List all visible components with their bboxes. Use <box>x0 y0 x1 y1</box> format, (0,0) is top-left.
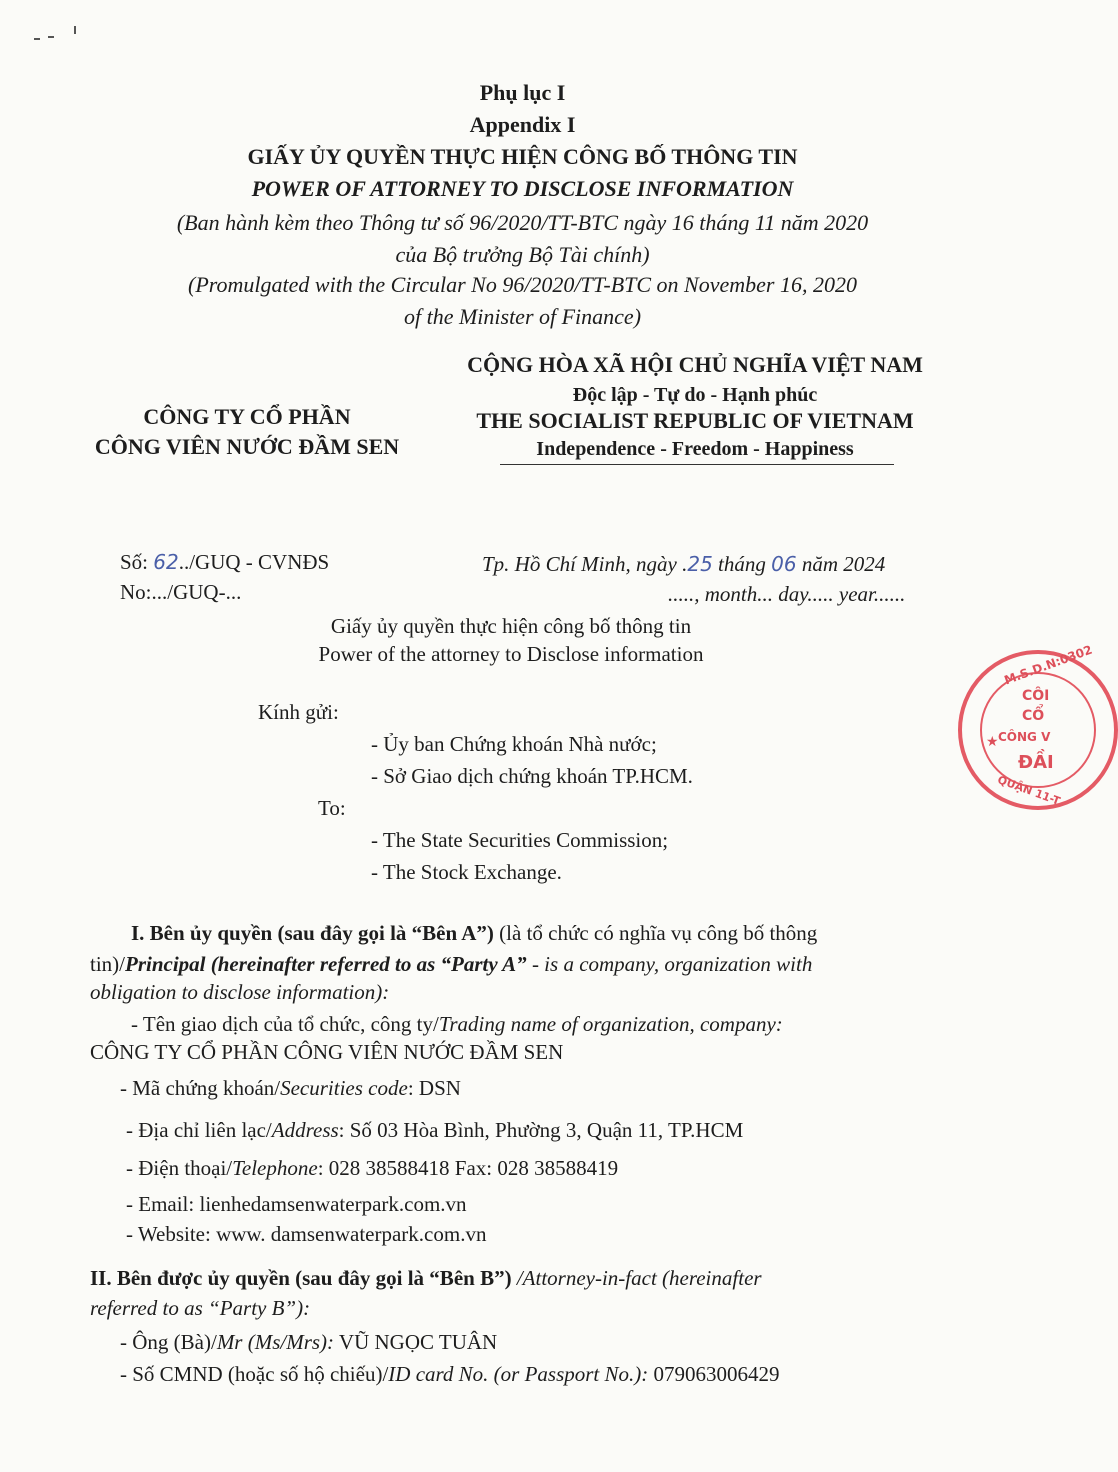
section-i-heading-line3: obligation to disclose information): <box>90 980 390 1004</box>
circular-note-en-2: of the Minister of Finance) <box>403 304 642 329</box>
address: - Địa chỉ liên lạc/Address: Số 03 Hòa Bình, Phường 3, Quận 11, TP.HCM <box>126 1118 744 1142</box>
subtitle-en: Power of the attorney to Disclose information <box>318 642 704 666</box>
nation-motto-en: Independence - Freedom - Happiness <box>536 438 854 460</box>
handwritten-day: 25 <box>687 552 713 576</box>
section-ii-heading-line2: referred to as “Party B”): <box>90 1296 311 1320</box>
circular-note-vn: (Ban hành kèm theo Thông tư số 96/2020/TT-BTC ngày 16 tháng 11 năm 2020 <box>176 210 869 235</box>
reference-number-en: No:.../GUQ-... <box>120 580 242 604</box>
email: - Email: lienhedamsenwaterpark.com.vn <box>126 1192 467 1216</box>
recipient-ssc-vn: - Ủy ban Chứng khoán Nhà nước; <box>371 732 657 756</box>
to-label: To: <box>318 796 346 820</box>
company-seal: M.S.D.N:0302 CÔI CỔ CÔNG V ★ ĐẦI QUẬN 11-T <box>958 650 1118 810</box>
motto-underline <box>500 464 894 465</box>
attorney-id-number: - Số CMND (hoặc số hộ chiếu)/ID card No. (or Passport No.): 079063006429 <box>120 1362 780 1386</box>
scan-speck <box>74 26 76 34</box>
trading-name-value: CÔNG TY CỔ PHẦN CÔNG VIÊN NƯỚC ĐẦM SEN <box>90 1040 564 1064</box>
securities-code: - Mã chứng khoán/Securities code: DSN <box>120 1076 461 1100</box>
company-name-line2: CÔNG VIÊN NƯỚC ĐẦM SEN <box>94 434 400 459</box>
recipient-ssc-en: - The State Securities Commission; <box>371 828 669 852</box>
date-line-en: ....., month... day..... year...... <box>668 582 906 606</box>
trading-name-label: - Tên giao dịch của tổ chức, công ty/Trading name of organization, company: <box>131 1012 783 1036</box>
circular-note-en: (Promulgated with the Circular No 96/2020/TT-BTC on November 16, 2020 <box>188 272 857 297</box>
subtitle-vn: Giấy ủy quyền thực hiện công bố thông tin <box>330 614 692 638</box>
nation-motto-vn: Độc lập - Tự do - Hạnh phúc <box>572 384 818 406</box>
document-title-en: POWER OF ATTORNEY TO DISCLOSE INFORMATION <box>251 176 794 201</box>
kinh-gui-label: Kính gửi: <box>258 700 339 724</box>
document-title-vn: GIẤY ỦY QUYỀN THỰC HIỆN CÔNG BỐ THÔNG TIN <box>247 144 798 169</box>
recipient-exchange-en: - The Stock Exchange. <box>371 860 562 884</box>
handwritten-number: 62 <box>153 550 179 574</box>
section-i-heading-line2: tin)/Principal (hereinafter referred to as “Party A” - is a company, organization with <box>90 952 813 976</box>
nation-name-vn: CỘNG HÒA XÃ HỘI CHỦ NGHĨA VIỆT NAM <box>467 352 923 377</box>
company-name-line1: CÔNG TY CỔ PHẦN <box>143 404 351 429</box>
appendix-title-en: Appendix I <box>469 112 576 137</box>
scan-speck <box>34 38 40 40</box>
section-i-heading: I. Bên ủy quyền (sau đây gọi là “Bên A”) (là tổ chức có nghĩa vụ công bố thông <box>131 921 818 945</box>
reference-number-vn: Số: 62../GUQ - CVNĐS <box>120 550 330 574</box>
section-ii-heading: II. Bên được ủy quyền (sau đây gọi là “Bên B”) /Attorney-in-fact (hereinafter <box>90 1266 762 1290</box>
website: - Website: www. damsenwaterpark.com.vn <box>126 1222 487 1246</box>
attorney-name: - Ông (Bà)/Mr (Ms/Mrs): VŨ NGỌC TUÂN <box>120 1330 498 1354</box>
nation-name-en: THE SOCIALIST REPUBLIC OF VIETNAM <box>476 408 914 433</box>
telephone-fax: - Điện thoại/Telephone: 028 38588418 Fax: 028 38588419 <box>126 1156 619 1180</box>
appendix-title-vn: Phụ lục I <box>479 80 566 105</box>
handwritten-month: 06 <box>771 552 797 576</box>
date-line-vn: Tp. Hồ Chí Minh, ngày .25 tháng 06 năm 2024 <box>482 552 886 576</box>
circular-note-vn-2: của Bộ trưởng Bộ Tài chính) <box>395 242 650 267</box>
recipient-hose-vn: - Sở Giao dịch chứng khoán TP.HCM. <box>371 764 693 788</box>
scan-speck <box>48 36 54 38</box>
